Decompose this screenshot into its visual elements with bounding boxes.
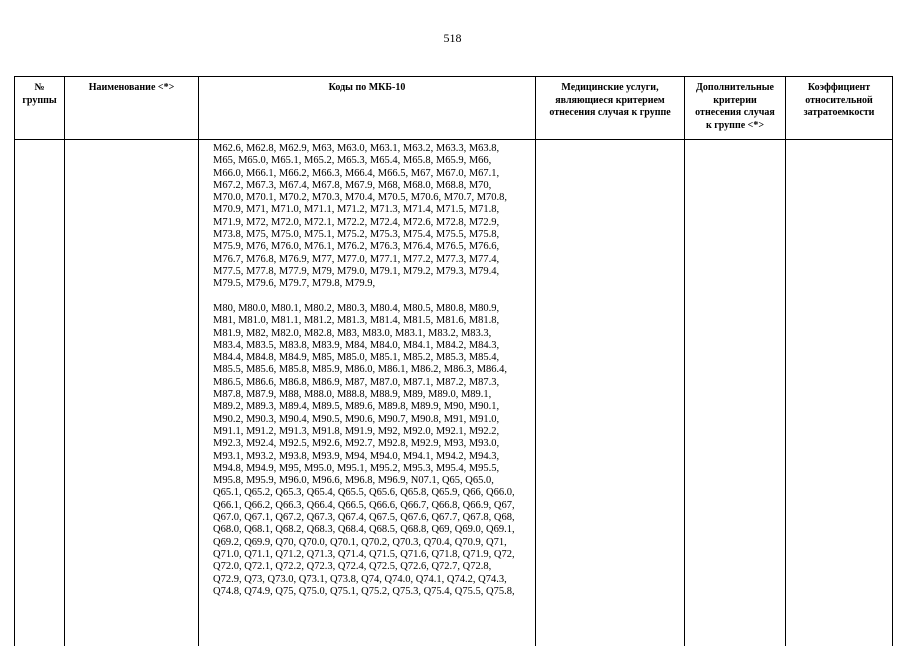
codes-line: Q71.0, Q71.1, Q71.2, Q71.3, Q71.4, Q71.5, Q71.6, Q71.8, Q71.9, Q72, [213,548,515,560]
codes-line: M65, M65.0, M65.1, M65.2, M65.3, M65.4, M65.8, M65.9, M66, [213,155,492,167]
header-line: отнесения случая [695,107,775,118]
header-line: являющиеся критерием [555,94,665,106]
header-line: относительной [805,94,873,106]
header-line: № [34,82,45,93]
codes-line: Q67.0, Q67.1, Q67.2, Q67.3, Q67.4, Q67.5, Q67.6, Q67.7, Q67.8, Q68, [213,512,515,524]
codes-line: Q66.1, Q66.2, Q66.3, Q66.4, Q66.5, Q66.6, Q66.7, Q66.8, Q66.9, Q67, [213,499,515,511]
column-divider [14,76,15,646]
codes-line: M71.9, M72, M72.0, M72.1, M72.2, M72.4, M72.6, M72.8, M72.9, [213,216,500,228]
codes-line: M85.5, M85.6, M85.8, M85.9, M86.0, M86.1, M86.2, M86.3, M86.4, [213,364,508,376]
codes-line: M93.1, M93.2, M93.8, M93.9, M94, M94.0, M94.1, M94.2, M94.3, [213,450,500,462]
codes-line: M84.4, M84.8, M84.9, M85, M85.0, M85.1, M85.2, M85.3, M85.4, [213,352,500,364]
codes-line: M89.2, M89.3, M89.4, M89.5, M89.6, M89.8, M89.9, M90, M90.1, [213,401,500,413]
header-line: Наименование <*> [88,82,175,93]
column-divider [785,76,786,646]
icd-codes-block-1 [213,143,543,291]
header-line: отнесения случая к группе [549,107,671,118]
codes-line: M70.9, M71, M71.0, M71.1, M71.2, M71.3, M71.4, M71.5, M71.8, [213,204,500,216]
codes-line: M87.8, M87.9, M88, M88.0, M88.8, M88.9, M89, M89.0, M89.1, [213,389,492,401]
codes-line: M92.3, M92.4, M92.5, M92.6, M92.7, M92.8, M92.9, M93, M93.0, [213,438,500,450]
codes-line: M73.8, M75, M75.0, M75.1, M75.2, M75.3, M75.4, M75.5, M75.8, [213,229,500,241]
codes-line: M86.5, M86.6, M86.8, M86.9, M87, M87.0, M87.1, M87.2, M87.3, [213,376,500,388]
column-divider [684,76,685,646]
header-bottom-border [14,139,893,140]
codes-line: Q69.2, Q69.9, Q70, Q70.0, Q70.1, Q70.2, Q70.3, Q70.4, Q70.9, Q71, [213,536,507,548]
header-line: Коды по МКБ-10 [328,82,406,93]
header-medical-services [536,82,684,120]
icd-codes-block-2 [213,303,543,598]
header-group-number [15,82,64,107]
codes-line: M90.2, M90.3, M90.4, M90.5, M90.6, M90.7, M90.8, M91, M91.0, [213,413,500,425]
groups-table [14,76,893,646]
codes-line: Q74.8, Q74.9, Q75, Q75.0, Q75.1, Q75.2, Q75.3, Q75.4, Q75.5, Q75.8, [213,585,515,597]
codes-line: M66.0, M66.1, M66.2, M66.3, M66.4, M66.5, M67, M67.0, M67.1, [213,167,500,179]
codes-line: Q72.0, Q72.1, Q72.2, Q72.3, Q72.4, Q72.5, Q72.6, Q72.7, Q72.8, [213,561,492,573]
header-icd-codes [199,82,535,95]
column-divider [198,76,199,646]
codes-line: M76.7, M76.8, M76.9, M77, M77.0, M77.1, M77.2, M77.3, M77.4, [213,253,500,265]
page-number: 518 [443,31,462,45]
codes-line: M81, M81.0, M81.1, M81.2, M81.3, M81.4, M81.5, M81.6, M81.8, [213,315,500,327]
codes-line: M83.4, M83.5, M83.8, M83.9, M84, M84.0, M84.1, M84.2, M84.3, [213,339,500,351]
header-line: критерии [713,94,757,106]
table-top-border [14,76,893,77]
codes-line: M95.8, M95.9, M96.0, M96.6, M96.8, M96.9, N07.1, Q65, Q65.0, [213,475,494,487]
codes-line: M77.5, M77.8, M77.9, M79, M79.0, M79.1, M79.2, M79.3, M79.4, [213,265,500,277]
codes-line: M67.2, M67.3, M67.4, M67.8, M67.9, M68, M68.0, M68.8, M70, [213,179,492,191]
codes-line: Q68.0, Q68.1, Q68.2, Q68.3, Q68.4, Q68.5, Q68.8, Q69, Q69.0, Q69.1, [213,524,515,536]
header-line: к группе <*> [705,119,765,131]
header-line: Дополнительные [696,82,774,93]
codes-line: Q72.9, Q73, Q73.0, Q73.1, Q73.8, Q74, Q74.0, Q74.1, Q74.2, Q74.3, [213,573,507,585]
header-cost-coefficient [786,82,892,120]
header-line: затратоемкости [803,107,875,118]
codes-line: M80, M80.0, M80.1, M80.2, M80.3, M80.4, M80.5, M80.8, M80.9, [213,303,500,314]
codes-line: M62.6, M62.8, M62.9, M63, M63.0, M63.1, M63.2, M63.3, M63.8, [213,143,500,154]
header-line: группы [22,94,57,106]
codes-line: M75.9, M76, M76.0, M76.1, M76.2, M76.3, M76.4, M76.5, M76.6, [213,241,500,253]
codes-line: M70.0, M70.1, M70.2, M70.3, M70.4, M70.5, M70.6, M70.7, M70.8, [213,192,508,204]
column-divider [892,76,893,646]
codes-line: M91.1, M91.2, M91.3, M91.8, M91.9, M92, M92.0, M92.1, M92.2, [213,425,500,437]
header-line: Коэффициент [807,82,871,93]
codes-line: M79.5, M79.6, M79.7, M79.8, M79.9, [213,278,376,290]
header-additional-criteria [685,82,785,132]
codes-line: M94.8, M94.9, M95, M95.0, M95.1, M95.2, M95.3, M95.4, M95.5, [213,462,500,474]
codes-line: M81.9, M82, M82.0, M82.8, M83, M83.0, M83.1, M83.2, M83.3, [213,327,492,339]
header-name [65,82,198,95]
header-line: Медицинские услуги, [561,82,659,93]
column-divider [64,76,65,646]
codes-line: Q65.1, Q65.2, Q65.3, Q65.4, Q65.5, Q65.6, Q65.8, Q65.9, Q66, Q66.0, [213,487,515,499]
